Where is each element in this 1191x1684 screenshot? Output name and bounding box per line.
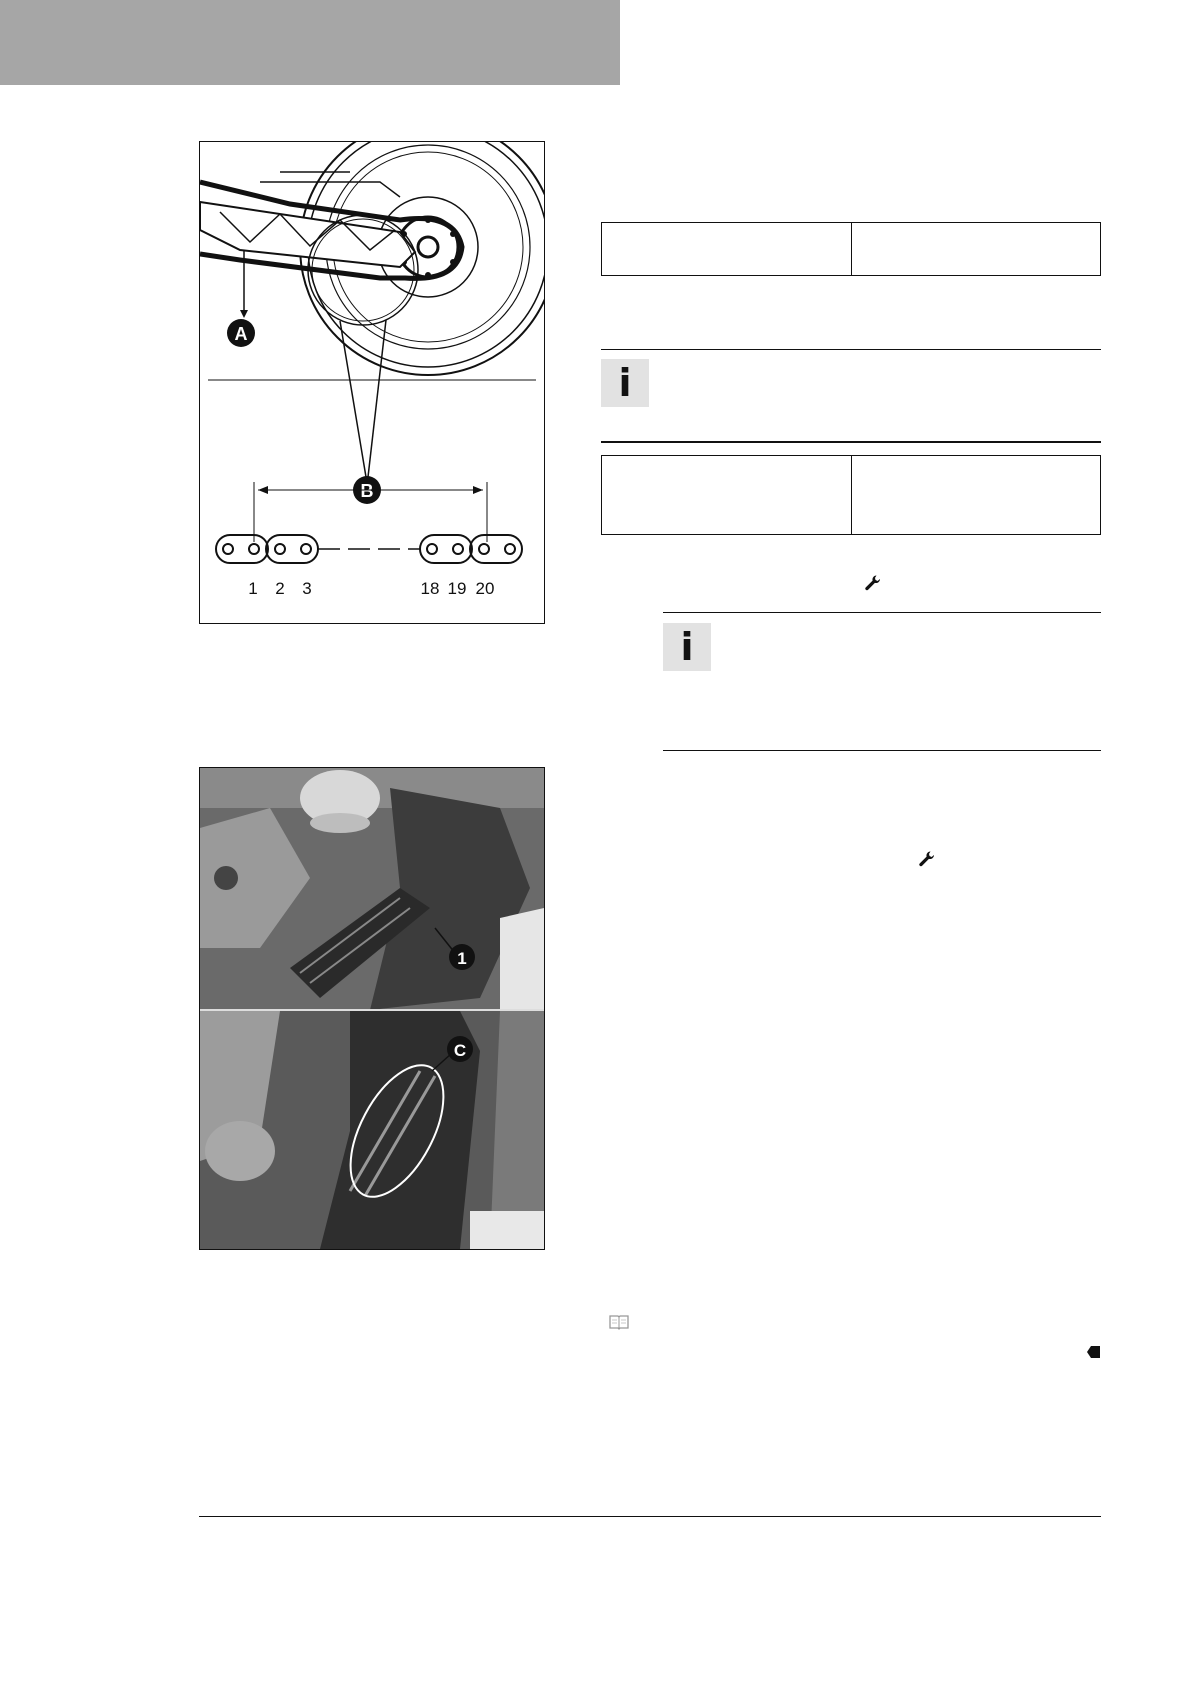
spec-table-1-label-cell <box>602 223 852 276</box>
info-block-1-top-rule <box>601 349 1101 350</box>
spec-table-2 <box>601 455 1101 535</box>
chain-guide-photo-top <box>200 768 544 1010</box>
callout-a: A <box>234 324 248 344</box>
spec-table-2-label-cell <box>602 456 852 535</box>
info-block-2-top-rule <box>663 612 1101 613</box>
link-number-19: 19 <box>447 579 467 598</box>
chain-guide-photo-bottom <box>200 1011 544 1249</box>
chain-wear-illustration <box>200 142 544 623</box>
chain-guide-photo-figure <box>199 767 545 1250</box>
spec-table-1 <box>601 222 1101 276</box>
link-number-18: 18 <box>420 579 440 598</box>
link-number-1: 1 <box>248 579 258 598</box>
callout-c: C <box>453 1041 467 1060</box>
info-glyph: i <box>680 625 694 669</box>
link-number-20: 20 <box>475 579 495 598</box>
spec-table-1-value-cell <box>851 223 1101 276</box>
callout-1: 1 <box>457 949 467 968</box>
header-band <box>0 0 620 85</box>
link-number-3: 3 <box>302 579 312 598</box>
link-number-2: 2 <box>275 579 285 598</box>
info-block-1-bottom-rule <box>601 441 1101 443</box>
manual-reference-icon <box>609 1314 629 1330</box>
info-block-2-bottom-rule <box>663 750 1101 751</box>
callout-b: B <box>360 481 374 501</box>
info-icon <box>601 359 649 407</box>
wrench-icon <box>918 850 936 868</box>
info-glyph: i <box>618 361 632 405</box>
info-icon <box>663 623 711 671</box>
wrench-icon <box>864 574 882 592</box>
footer-rule <box>199 1516 1101 1517</box>
end-of-section-icon <box>1087 1345 1101 1359</box>
spec-table-2-value-cell <box>851 456 1101 535</box>
chain-wear-figure <box>199 141 545 624</box>
